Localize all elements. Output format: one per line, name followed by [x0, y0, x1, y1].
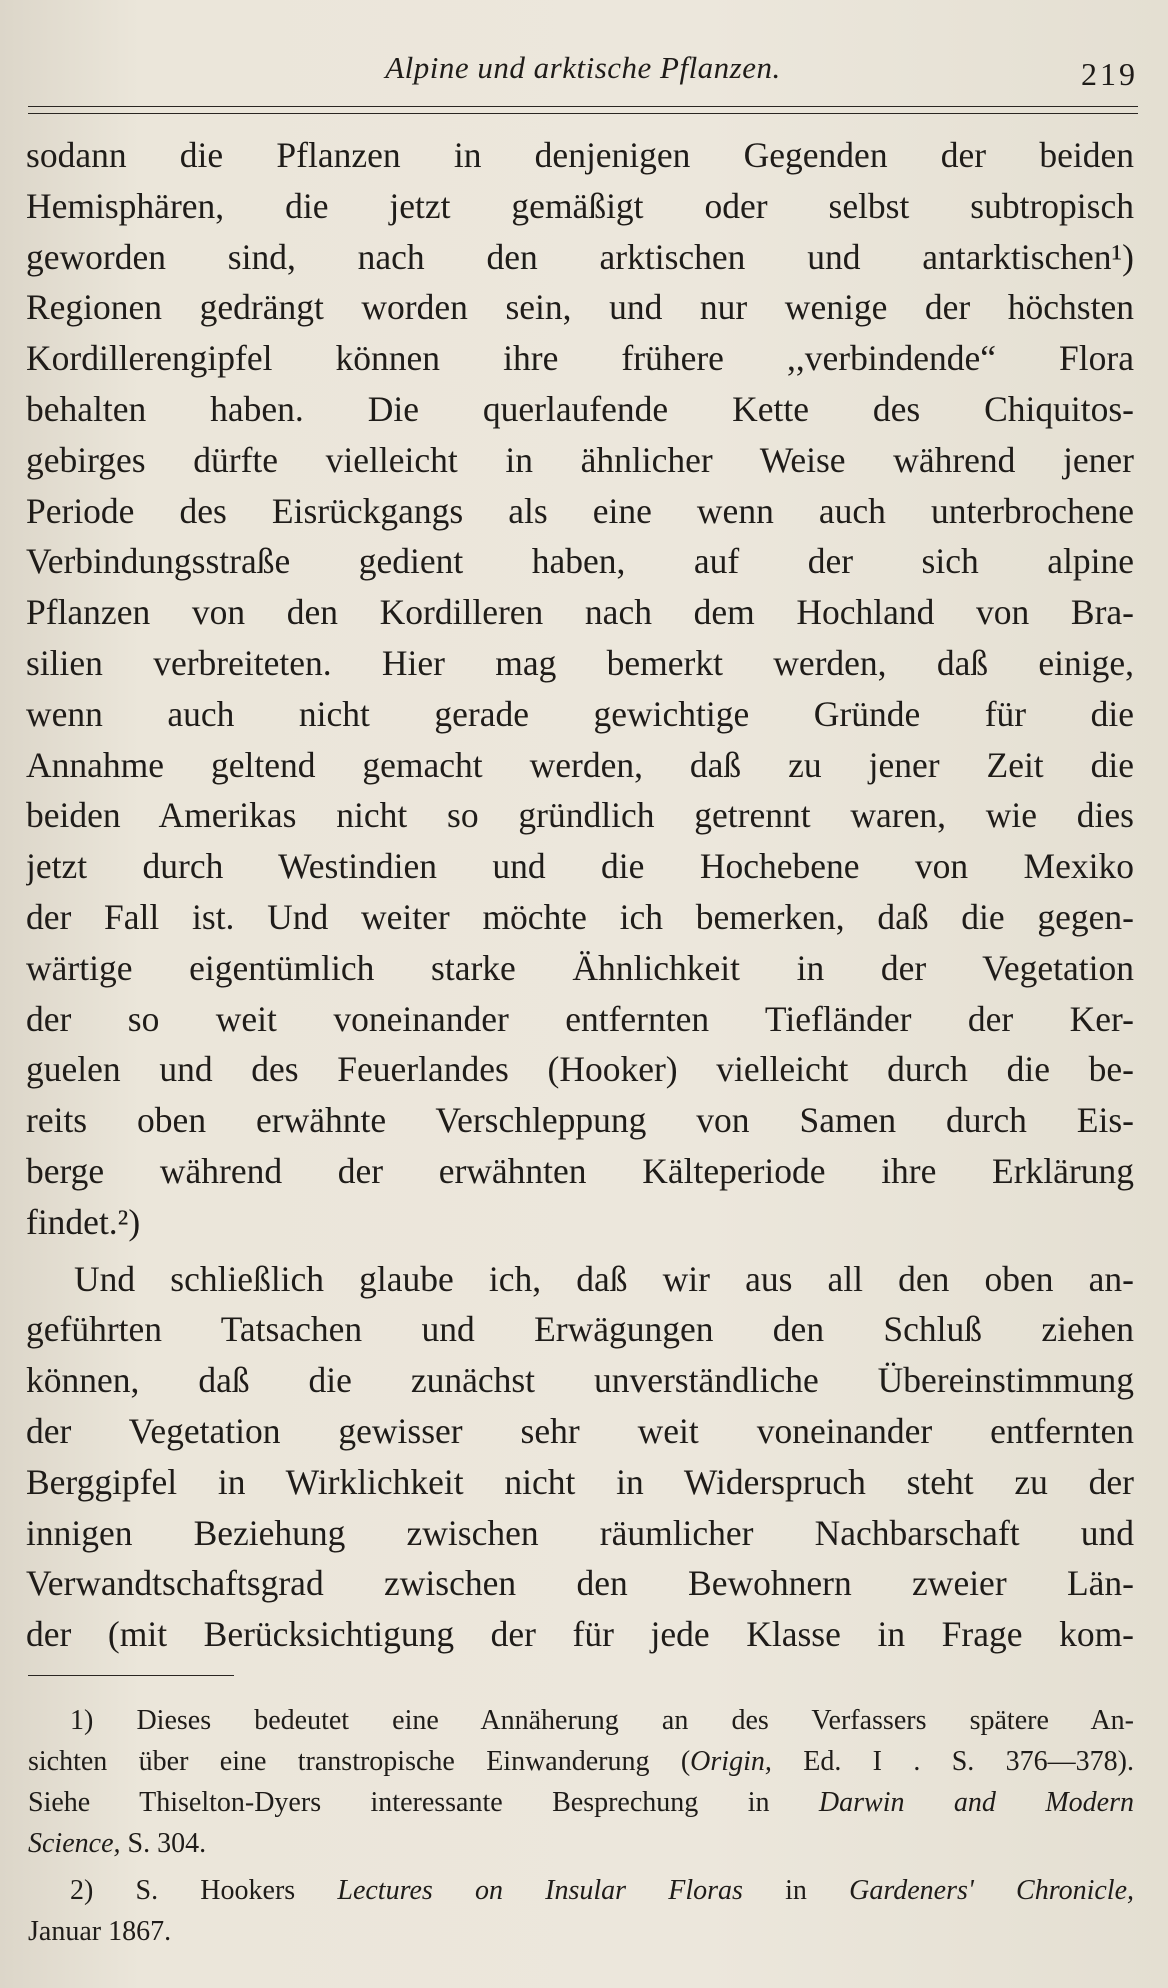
text-line: gebirges dürfte vielleicht in ähnlicher Weise während jener	[26, 439, 1134, 480]
text-line: der so weit voneinander entfernten Tiefländer der Ker-	[26, 998, 1134, 1039]
text-line: wenn auch nicht gerade gewichtige Gründe für die	[26, 693, 1134, 734]
header-rule-secondary	[28, 113, 1138, 114]
text-line: sodann die Pflanzen in denjenigen Gegenden der beiden	[26, 135, 1134, 175]
text-line: der Fall ist. Und weiter möchte ich bemerken, daß die gegen-	[26, 896, 1134, 937]
text-line: findet.²)	[26, 1201, 141, 1242]
footnote-rule	[28, 1675, 234, 1676]
text-line: Periode des Eisrückgangs als eine wenn auch unterbrochene	[26, 490, 1134, 531]
text-line: jetzt durch Westindien und die Hochebene von Mexiko	[26, 846, 1134, 887]
text-line: der Vegetation gewisser sehr weit voneinander entfernten	[26, 1410, 1134, 1451]
text-line: berge während der erwähnten Kälteperiode ihre Erklärung	[26, 1150, 1134, 1191]
body-text	[26, 130, 1134, 1660]
text-line: Verwandtschaftsgrad zwischen den Bewohnern zweier Län-	[26, 1563, 1134, 1604]
text-line: silien verbreiteten. Hier mag bemerkt werden, daß einige,	[26, 642, 1134, 683]
footnote-1-line: Siehe Thiselton-Dyers interessante Besprechung in Darwin and Modern	[28, 1787, 1134, 1818]
text-line: der (mit Berücksichtigung der für jede Klasse in Frage kom-	[26, 1614, 1134, 1655]
text-line: Kordillerengipfel können ihre frühere ,,verbindende“ Flora	[26, 338, 1134, 379]
footnotes	[28, 1700, 1134, 1952]
text-line: Berggipfel in Wirklichkeit nicht in Widerspruch steht zu der	[26, 1461, 1134, 1502]
running-header	[28, 50, 1138, 100]
running-title: Alpine und arktische Pflanzen.	[385, 50, 781, 85]
text-line: Annahme geltend gemacht werden, daß zu jener Zeit die	[26, 744, 1134, 785]
text-line: Pflanzen von den Kordilleren nach dem Hochland von Bra-	[26, 592, 1134, 633]
footnote-1-line: Science, S. 304.	[28, 1828, 207, 1859]
text-line: reits oben erwähnte Verschleppung von Samen durch Eis-	[26, 1100, 1134, 1141]
text-line: Hemisphären, die jetzt gemäßigt oder selbst subtropisch	[26, 185, 1134, 226]
footnote-2-line: 2) S. Hookers Lectures on Insular Floras in Gardeners' Chronicle,	[70, 1875, 1134, 1906]
text-line: wärtige eigentümlich starke Ähnlichkeit in der Vegetation	[26, 947, 1134, 988]
footnote-2-line: Januar 1867.	[28, 1916, 172, 1947]
footnote-1-line: sichten über eine transtropische Einwanderung (Origin, Ed. I . S. 376—378).	[28, 1746, 1134, 1777]
text-line: geführten Tatsachen und Erwägungen den Schluß ziehen	[26, 1309, 1134, 1350]
text-line: Verbindungsstraße gedient haben, auf der sich alpine	[26, 541, 1134, 582]
text-line: Und schließlich glaube ich, daß wir aus all den oben an-	[74, 1258, 1134, 1299]
page-number: 219	[1081, 56, 1138, 92]
text-line: beiden Amerikas nicht so gründlich getrennt waren, wie dies	[26, 795, 1134, 836]
text-line: geworden sind, nach den arktischen und antarktischen¹)	[26, 236, 1134, 277]
text-line: innigen Beziehung zwischen räumlicher Nachbarschaft und	[26, 1512, 1134, 1553]
footnote-1-line: 1) Dieses bedeutet eine Annäherung an des Verfassers spätere An-	[70, 1705, 1134, 1736]
header-rule	[28, 106, 1138, 107]
text-line: können, daß die zunächst unverständliche Übereinstimmung	[26, 1360, 1134, 1401]
text-line: guelen und des Feuerlandes (Hooker) vielleicht durch die be-	[26, 1049, 1134, 1090]
text-line: Regionen gedrängt worden sein, und nur wenige der höchsten	[26, 287, 1134, 328]
text-line: behalten haben. Die querlaufende Kette des Chiquitos-	[26, 388, 1134, 429]
